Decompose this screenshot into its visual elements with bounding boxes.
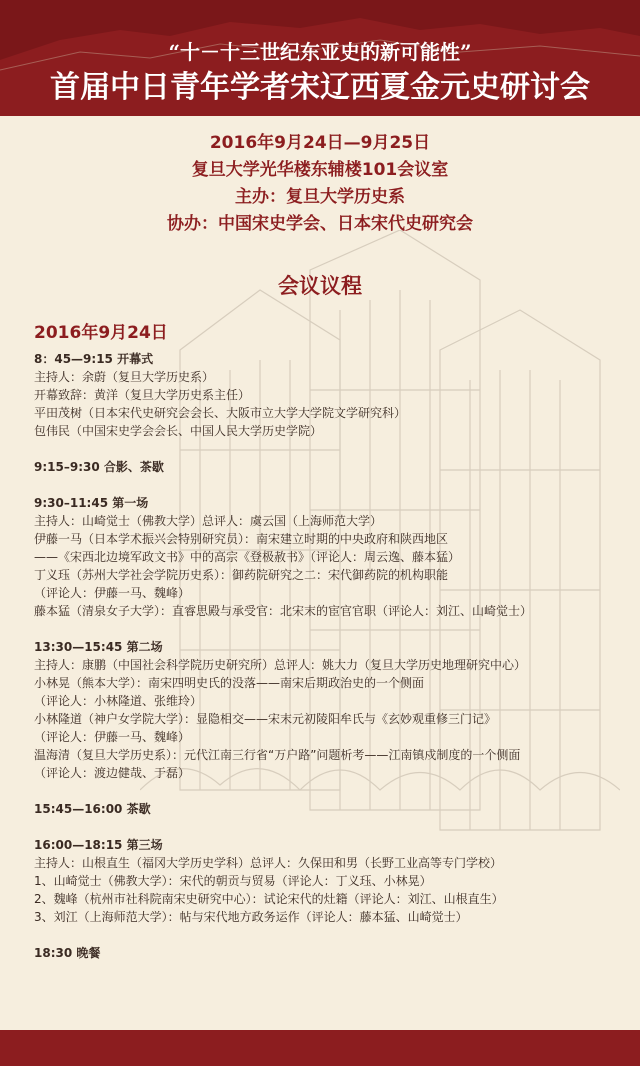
session-line: 1、山崎觉士（佛教大学）：宋代的朝贡与贸易（评论人：丁义珏、小林晃） — [34, 874, 432, 888]
session-heading: 8：45—9:15 开幕式 — [34, 352, 154, 366]
session-heading: 13:30—15:45 第二场 — [34, 640, 163, 654]
conference-date: 2016年9月24日—9月25日 — [209, 133, 431, 153]
conference-info — [0, 130, 640, 238]
session-heading: 18:30 晚餐 — [34, 946, 101, 960]
session-line: 平田茂树（日本宋代史研究会会长、大阪市立大学大学院文学研究科） — [34, 406, 407, 420]
session-line: 主持人：康鹏（中国社会科学院历史研究所）总评人：姚大力（复旦大学历史地理研究中心） — [34, 658, 527, 672]
session-line: 温海清（复旦大学历史系）：元代江南三行省“万户路”问题析考——江南镇戍制度的一个侧面 — [34, 748, 521, 762]
agenda-session — [34, 638, 624, 782]
agenda-session — [34, 800, 624, 818]
session-heading: 15:45—16:00 茶歇 — [34, 802, 151, 816]
session-line: 主持人：山根直生（福冈大学历史学科）总评人：久保田和男（长野工业高等专门学校） — [34, 856, 503, 870]
session-line: 包伟民（中国宋史学会会长、中国人民大学历史学院） — [34, 424, 323, 438]
agenda-session — [34, 458, 624, 476]
session-line: 小林晃（熊本大学）：南宋四明史氏的没落——南宋后期政治史的一个侧面 — [34, 676, 425, 690]
header-banner — [0, 0, 640, 116]
session-line: 藤本猛（清泉女子大学）：直睿思殿与承受官：北宋末的宦官官职（评论人：刘江、山崎觉士） — [34, 604, 533, 618]
session-line: （评论人：渡边健哉、于磊） — [34, 766, 191, 780]
session-line: 小林隆道（神户女学院大学）：显隐相交——宋末元初陵阳牟氏与《玄妙观重修三门记》 — [34, 712, 497, 726]
session-line: 2、魏峰（杭州市社科院南宋史研究中心）：试论宋代的灶籍（评论人：刘江、山根直生） — [34, 892, 504, 906]
session-line: （评论人：小林隆道、张维玲） — [34, 694, 203, 708]
conference-subtitle: “十－十三世纪东亚史的新可能性” — [168, 40, 472, 64]
session-line: （评论人：伊藤一马、魏峰） — [34, 586, 191, 600]
conference-title: 首届中日青年学者宋辽西夏金元史研讨会 — [50, 70, 590, 105]
session-line: （评论人：伊藤一马、魏峰） — [34, 730, 191, 744]
agenda-title: 会议议程 — [278, 274, 362, 298]
session-line: 主持人：余蔚（复旦大学历史系） — [34, 370, 215, 384]
session-heading: 16:00—18:15 第三场 — [34, 838, 163, 852]
agenda-session — [34, 944, 624, 962]
footer-banner — [0, 1030, 640, 1066]
session-heading: 9:15–9:30 合影、茶歇 — [34, 460, 164, 474]
conference-venue: 复旦大学光华楼东辅楼101会议室 — [191, 160, 449, 180]
session-line: 伊藤一马（日本学术振兴会特别研究员）：南宋建立时期的中央政府和陕西地区 — [34, 532, 449, 546]
session-line: 丁义珏（苏州大学社会学院历史系）：御药院研究之二：宋代御药院的机构职能 — [34, 568, 449, 582]
session-line: 3、刘江（上海师范大学）：帖与宋代地方政务运作（评论人：藤本猛、山崎觉士） — [34, 910, 468, 924]
session-heading: 9:30–11:45 第一场 — [34, 496, 149, 510]
session-line: ——《宋西北边境军政文书》中的高宗《登极赦书》（评论人：周云逸、藤本猛） — [34, 550, 461, 564]
session-list — [34, 350, 624, 980]
agenda-session — [34, 494, 624, 620]
conference-cohost: 协办：中国宋史学会、日本宋代史研究会 — [167, 214, 473, 234]
conference-host: 主办：复旦大学历史系 — [235, 187, 405, 207]
session-line: 主持人：山崎觉士（佛教大学）总评人：虞云国（上海师范大学） — [34, 514, 383, 528]
agenda-session — [34, 350, 624, 440]
session-line: 开幕致辞：黄洋（复旦大学历史系主任） — [34, 388, 251, 402]
day-label: 2016年9月24日 — [34, 323, 168, 343]
agenda-session — [34, 836, 624, 926]
